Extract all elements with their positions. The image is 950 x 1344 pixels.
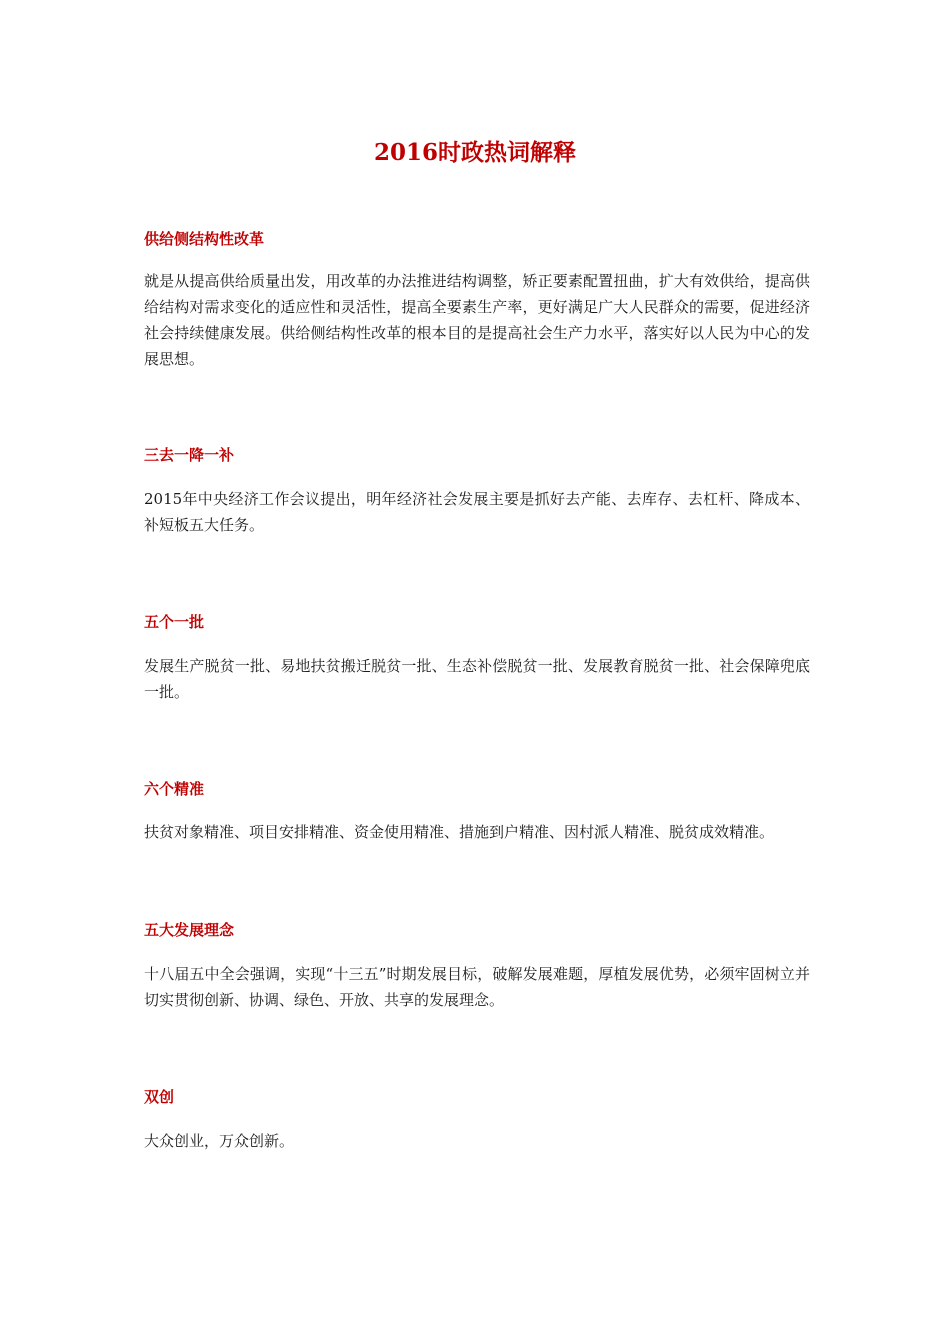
term-body-five-batches: 发展生产脱贫一批、易地扶贫搬迁脱贫一批、生态补偿脱贫一批、发展教育脱贫一批、社会保障兜底一批。 <box>144 657 810 701</box>
term-body-six-precisions: 扶贫对象精准、项目安排精准、资金使用精准、措施到户精准、因村派人精准、脱贫成效精准。 <box>144 823 775 841</box>
term-body-three-cuts: 2015年中央经济工作会议提出，明年经济社会发展主要是抓好去产能、去库存、去杠杆、降成本、补短板五大任务。 <box>144 490 810 534</box>
term-heading-supply-side-reform: 供给侧结构性改革 <box>144 230 265 248</box>
term-heading-six-precisions: 六个精准 <box>144 780 205 798</box>
term-body-dual-innovation: 大众创业，万众创新。 <box>144 1132 295 1150</box>
term-body-five-concepts: 十八届五中全会强调，实现“十三五”时期发展目标，破解发展难题，厚植发展优势，必须牢固树立并切实贯彻创新、协调、绿色、开放、共享的发展理念。 <box>144 965 810 1009</box>
term-heading-three-cuts: 三去一降一补 <box>144 446 235 464</box>
term-heading-five-batches: 五个一批 <box>144 613 205 631</box>
term-body-supply-side-reform: 就是从提高供给质量出发，用改革的办法推进结构调整，矫正要素配置扭曲，扩大有效供给，提高供给结构对需求变化的适应性和灵活性，提高全要素生产率，更好满足广大人民群众的需要，促进经济社会持续健康发展。供给侧结构性改革的根本目的是提高社会生产力水平，落实好以人民为中心的发展思想。 <box>144 272 810 368</box>
page-title: 2016时政热词解释 <box>373 139 576 166</box>
term-heading-five-concepts: 五大发展理念 <box>144 921 235 939</box>
term-heading-dual-innovation: 双创 <box>144 1088 175 1106</box>
